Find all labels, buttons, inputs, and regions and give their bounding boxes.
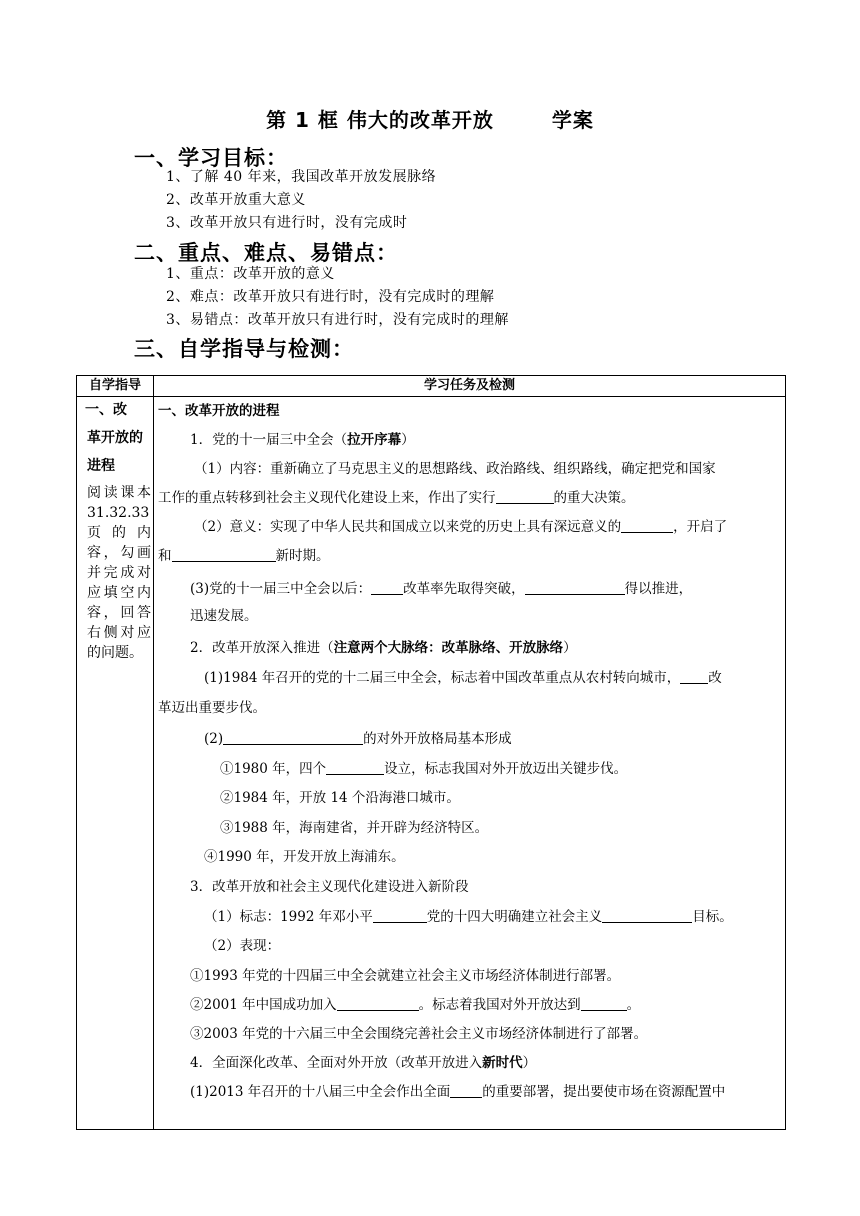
task-text: (1)2013 年召开的十八届三中全会作出全面 的重要部署，提出要使市场在资源配置中 — [190, 1084, 726, 1100]
task-text: 迅速发展。 — [190, 608, 258, 624]
title-suffix: 学案 — [551, 108, 594, 132]
task-text: ②2001 年中国成功加入 。标志着我国对外开放达到 。 — [190, 997, 641, 1013]
goal-item-1: 1、了解 40 年来，我国改革开放发展脉络 — [166, 169, 437, 185]
task-text: (3)党的十一届三中全会以后： 改革率先取得突破， 得以推进， — [190, 581, 693, 597]
fill-blank[interactable] — [172, 547, 276, 562]
task-text: （1）标志：1992 年邓小平 党的十四大明确建立社会主义 目标。 — [204, 909, 733, 925]
section-heading-goals: 一、学习目标： — [134, 146, 288, 170]
task-text: ③2003 年党的十六届三中全会围绕完善社会主义市场经济体制进行了部署。 — [190, 1026, 648, 1042]
fill-blank[interactable] — [326, 760, 384, 775]
point-item-2: 2、难点：改革开放只有进行时，没有完成时的理解 — [166, 289, 495, 305]
table-header-guide: 自学指导 — [77, 376, 154, 397]
task-text: 和 新时期。 — [158, 548, 330, 564]
fill-blank[interactable] — [525, 580, 625, 595]
fill-blank[interactable] — [680, 669, 708, 684]
task-text: （2）意义：实现了中华人民共和国成立以来党的历史上具有深远意义的 ，开启了 — [194, 519, 728, 535]
fill-blank[interactable] — [621, 518, 673, 533]
tasks-cell — [154, 397, 786, 1130]
section-heading-selfstudy: 三、自学指导与检测： — [134, 337, 354, 361]
fill-blank[interactable] — [371, 580, 403, 595]
point-item-3: 3、易错点：改革开放只有进行时，没有完成时的理解 — [166, 312, 509, 328]
guide-cell — [77, 397, 154, 1130]
title-main: 第 1 框 伟大的改革开放 — [266, 108, 494, 132]
task-text: ②1984 年，开放 14 个沿海港口城市。 — [220, 790, 460, 806]
study-table — [76, 375, 786, 1130]
task-section-4: 4．全面深化改革、全面对外开放（改革开放进入新时代） — [190, 1055, 537, 1071]
task-heading: 一、改革开放的进程 — [158, 403, 280, 419]
task-text: (2) 的对外开放格局基本形成 — [204, 731, 512, 747]
task-text: ①1980 年，四个 设立，标志我国对外开放迈出关键步伐。 — [220, 761, 628, 777]
task-text: 革迈出重要步伐。 — [158, 700, 266, 716]
guide-line-2: 革开放的 — [87, 430, 143, 446]
task-section-3: 3．改革开放和社会主义现代化建设进入新阶段 — [190, 879, 469, 895]
guide-line-3: 进程 — [87, 458, 115, 474]
fill-blank[interactable] — [373, 908, 427, 923]
fill-blank[interactable] — [496, 489, 554, 504]
table-header-tasks: 学习任务及检测 — [154, 376, 786, 397]
task-text: ④1990 年，开发开放上海浦东。 — [204, 849, 405, 865]
fill-blank[interactable] — [223, 730, 363, 745]
section-heading-points: 二、重点、难点、易错点： — [134, 241, 398, 265]
fill-blank[interactable] — [337, 996, 419, 1011]
task-text: (1)1984 年召开的党的十二届三中全会，标志着中国改革重点从农村转向城市， 改 — [204, 670, 722, 686]
task-text: ③1988 年，海南建省，并开辟为经济特区。 — [220, 820, 489, 836]
task-section-1: 1．党的十一届三中全会（拉开序幕） — [190, 432, 415, 448]
task-section-2: 2．改革开放深入推进（注意两个大脉络：改革脉络、开放脉络） — [190, 640, 577, 656]
fill-blank[interactable] — [581, 996, 627, 1011]
task-text: （2）表现： — [204, 938, 281, 954]
fill-blank[interactable] — [602, 908, 692, 923]
goal-item-2: 2、改革开放重大意义 — [166, 192, 306, 208]
task-text: （1）内容：重新确立了马克思主义的思想路线、政治路线、组织路线，确定把党和国家 — [194, 461, 716, 477]
point-item-1: 1、重点：改革开放的意义 — [166, 266, 335, 282]
task-text: ①1993 年党的十四届三中全会就建立社会主义市场经济体制进行部署。 — [190, 968, 621, 984]
task-text: 工作的重点转移到社会主义现代化建设上来，作出了实行 的重大决策。 — [158, 490, 635, 506]
guide-line-1: 一、改 — [85, 402, 127, 418]
goal-item-3: 3、改革开放只有进行时，没有完成时 — [166, 215, 408, 231]
fill-blank[interactable] — [450, 1083, 482, 1098]
page-title — [0, 104, 860, 133]
guide-instructions: 阅读课本 31.32.33 页的内容，勾画并完成对应填空内容，回答右侧对应的问题。 — [87, 485, 151, 661]
